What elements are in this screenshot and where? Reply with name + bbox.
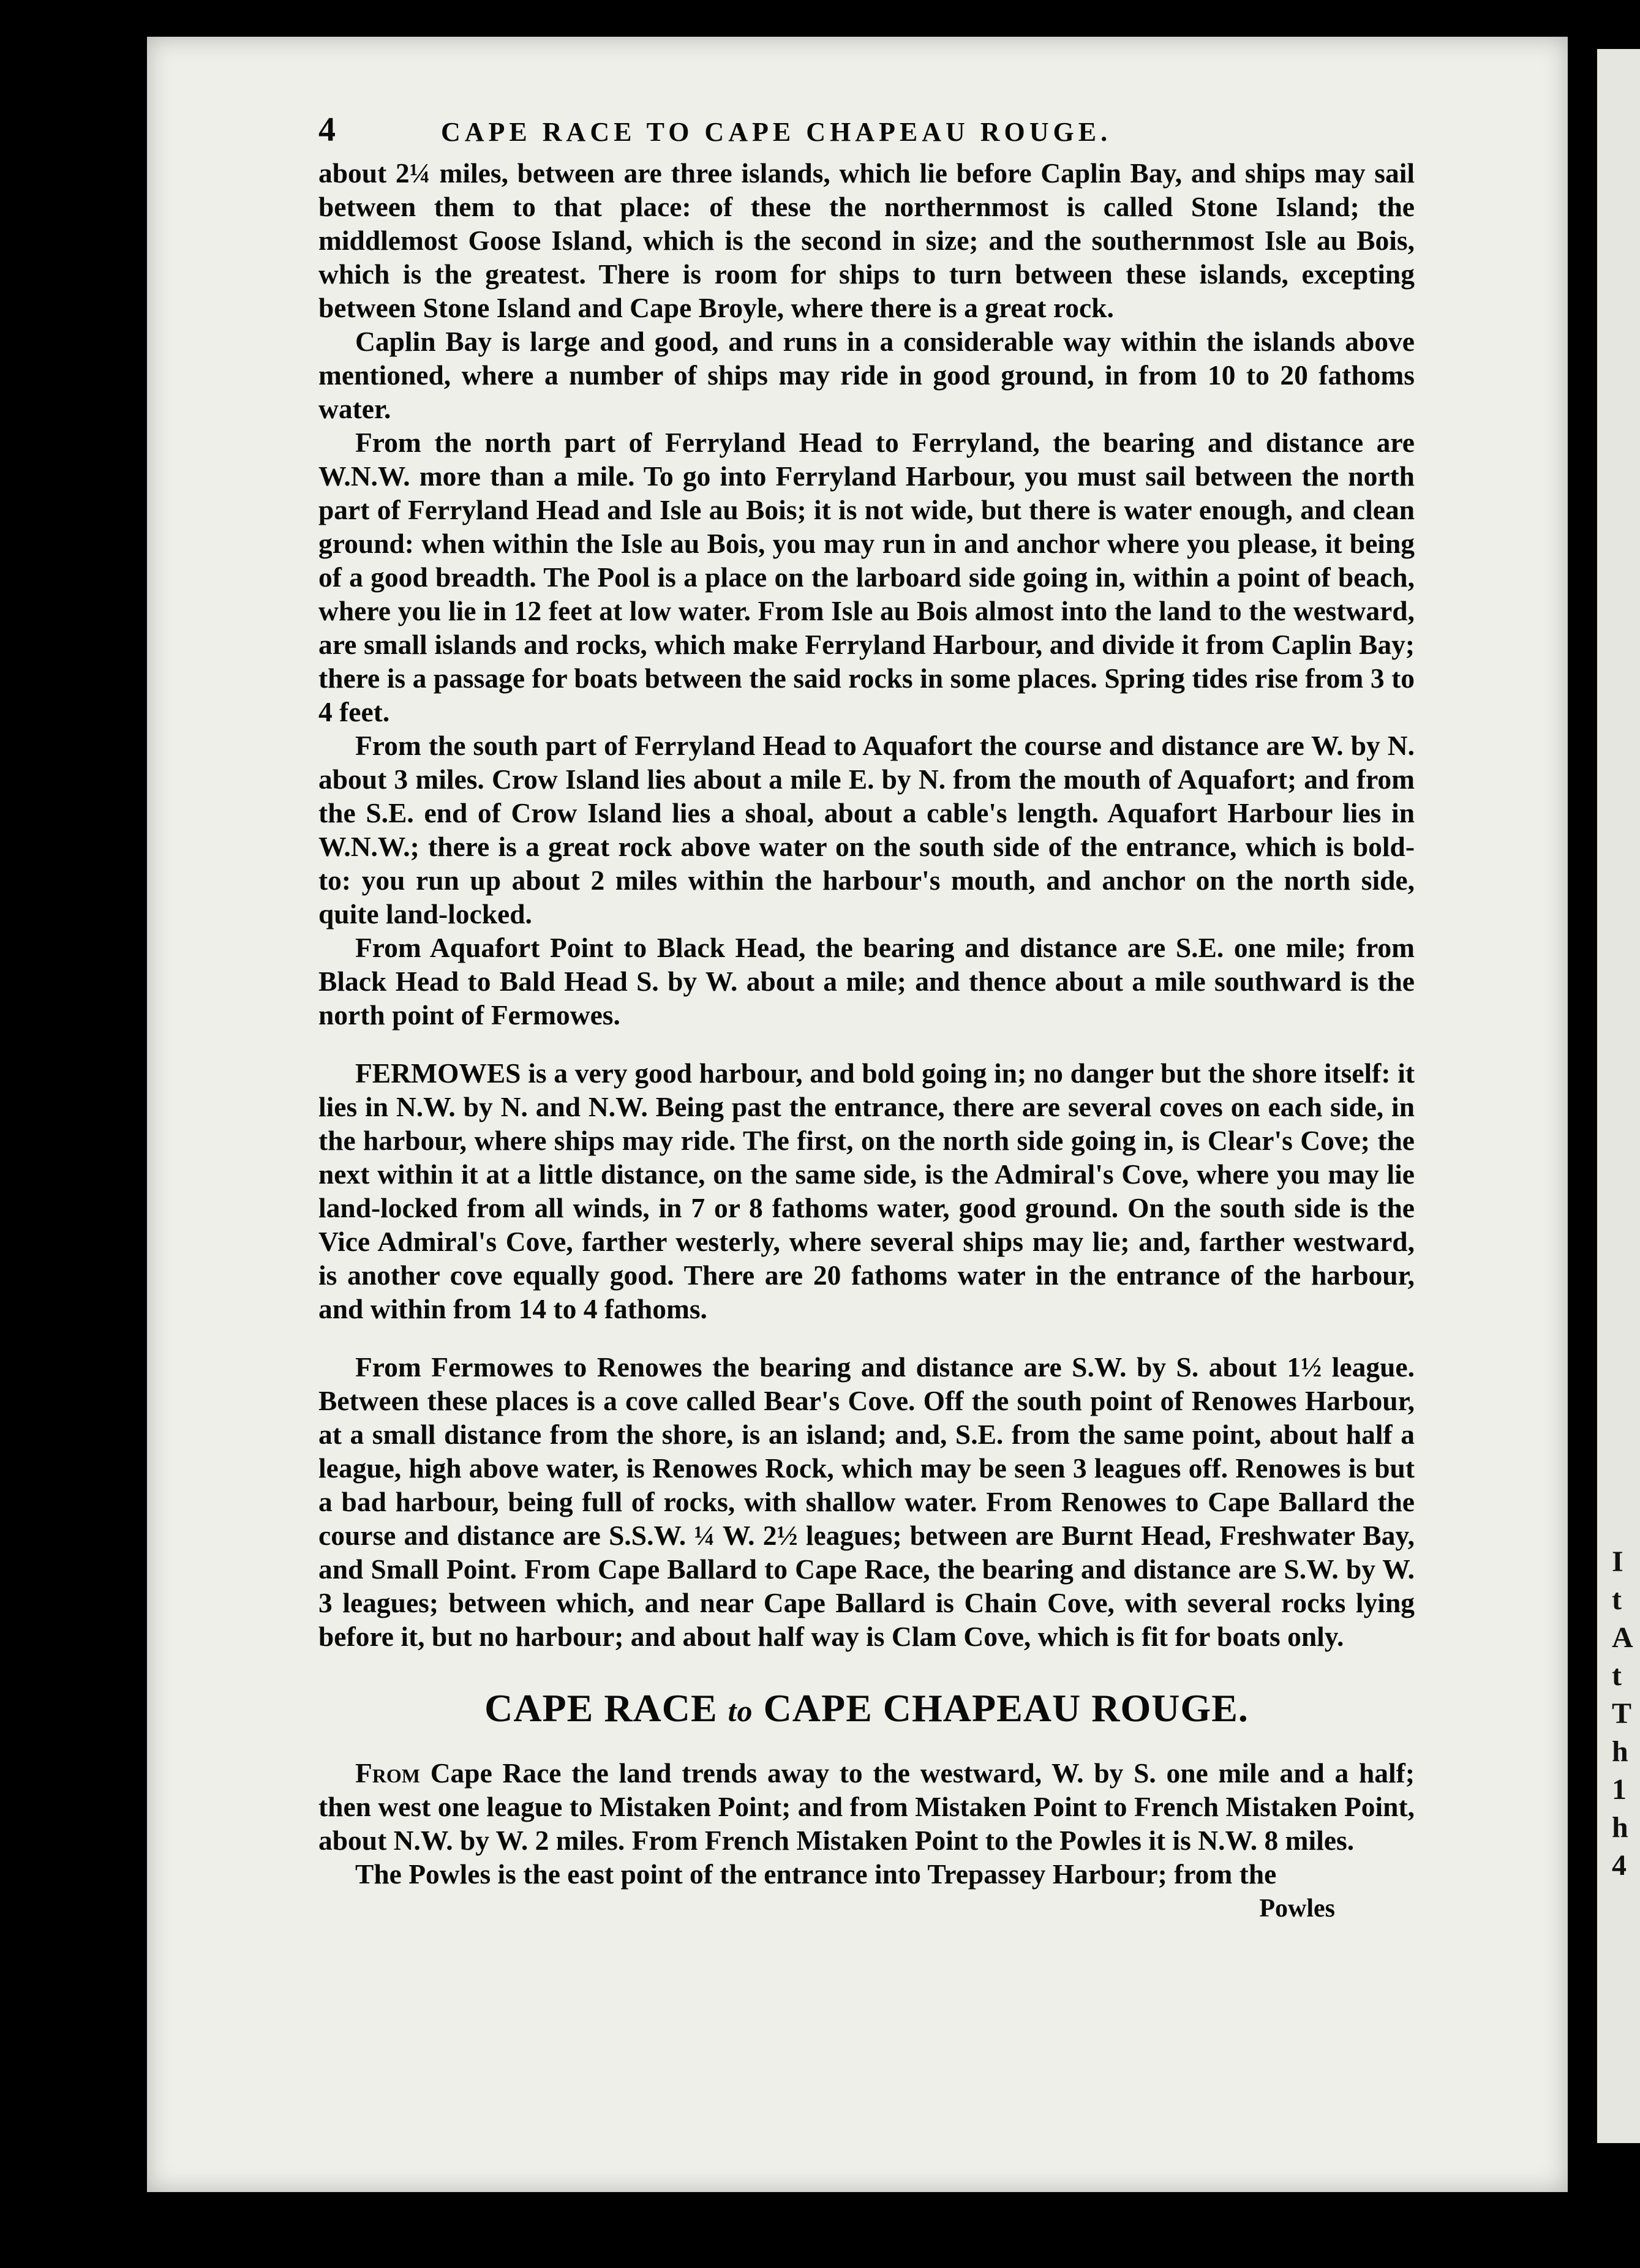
page-content bbox=[318, 113, 1415, 1926]
paragraph bbox=[318, 1756, 1415, 1857]
paragraph: From Aquafort Point to Black Head, the bearing and distance are S.E. one mile; from Black Head to Bald Head S. by W. about a mile; and thence about a mile southward is the north point of Fermowes. bbox=[318, 932, 1415, 1031]
paragraph: The Powles is the east point of the entrance into Trepassey Harbour; from the bbox=[355, 1858, 1277, 1890]
paragraph: FERMOWES is a very good harbour, and bold going in; no danger but the shore itself: it lies in N.W. by N. and N.W. Being past the entrance, there are several coves on each side, in the harbour, where ships may ride. The first, on the north side going in, is Clear's Cove; the next within it at a little distance, on the same side, is the Admiral's Cove, where you may lie land-locked from all winds, in 7 or 8 fathoms water, good ground. On the south side is the Vice Admiral's Cove, farther westerly, where several ships may lie; and, farther westward, is another cove equally good. There are 20 fathoms water in the entrance of the harbour, and within from 14 to 4 fathoms. bbox=[318, 1057, 1415, 1324]
paragraph: Caplin Bay is large and good, and runs in a considerable way within the islands above mentioned, where a number of ships may ride in good ground, in from 10 to 20 fathoms water. bbox=[318, 326, 1415, 424]
adjacent-char: 4 bbox=[1612, 1849, 1627, 1882]
adjacent-char: I bbox=[1612, 1545, 1623, 1578]
adjacent-char: t bbox=[1612, 1583, 1622, 1616]
adjacent-char: A bbox=[1612, 1621, 1633, 1654]
section-title-part1: CAPE RACE bbox=[484, 1686, 718, 1730]
adjacent-page-text bbox=[1612, 1543, 1640, 1885]
paragraph-text: Cape Race the land trends away to the westward, W. by S. one mile and a half; then west one league to Mistaken Point; and from Mistaken Point to French Mistaken Point, about N.W. by W. 2 miles. From French Mistaken Point to the Powles it is N.W. 8 miles. bbox=[318, 1757, 1415, 1856]
section-title-connector: to bbox=[728, 1694, 753, 1728]
adjacent-char: 1 bbox=[1612, 1773, 1627, 1806]
page-header bbox=[318, 113, 1415, 149]
running-head: CAPE RACE TO CAPE CHAPEAU ROUGE. bbox=[441, 117, 1112, 147]
paragraph: From Fermowes to Renowes the bearing and distance are S.W. by S. about 1½ league. Between these places is a cove called Bear's Cove. Off the south point of Renowes Harbour, at a small distance from the shore, is an island; and, S.E. from the same point, about half a league, high above water, is Renowes Rock, which may be seen 3 leagues off. Renowes is but a bad harbour, being full of rocks, with shallow water. From Renowes to Cape Ballard the course and distance are S.S.W. ¼ W. 2½ leagues; between are Burnt Head, Freshwater Bay, and Small Point. From Cape Ballard to Cape Race, the bearing and distance are S.W. by W. 3 leagues; between which, and near Cape Ballard is Chain Cove, with several rocks lying before it, but no harbour; and about half way is Clam Cove, which is fit for boats only. bbox=[318, 1351, 1415, 1652]
section-title-part2: CAPE CHAPEAU ROUGE. bbox=[763, 1686, 1249, 1730]
section-title bbox=[318, 1684, 1415, 1735]
paragraph: about 2¼ miles, between are three islands, which lie before Caplin Bay, and ships may sail between them to that place: of these the northernmost is called Stone Island; the middlemost Goose Island, which is the second in size; and the southernmost Isle au Bois, which is the greatest. There is room for ships to turn between these islands, excepting between Stone Island and Cape Broyle, where there is a great rock. bbox=[318, 157, 1415, 323]
page-number: 4 bbox=[318, 111, 340, 149]
adjacent-char: h bbox=[1612, 1811, 1628, 1844]
lead-word: From bbox=[355, 1757, 420, 1789]
paragraph: From the south part of Ferryland Head to Aquafort the course and distance are W. by N. about 3 miles. Crow Island lies about a mile E. by N. from the mouth of Aquafort; and from the S.E. end of Crow Island lies a shoal, about a cable's length. Aquafort Harbour lies in W.N.W.; there is a great rock above water on the south side of the entrance, which is bold-to: you run up about 2 miles within the harbour's mouth, and anchor on the north side, quite land-locked. bbox=[318, 730, 1415, 929]
adjacent-char: h bbox=[1612, 1735, 1628, 1768]
paragraph: From the north part of Ferryland Head to Ferryland, the bearing and distance are W.N.W. more than a mile. To go into Ferryland Harbour, you must sail between the north part of Ferryland Head and Isle au Bois; it is not wide, but there is water enough, and clean ground: when within the Isle au Bois, you may run in and anchor where you please, it being of a good breadth. The Pool is a place on the larboard side going in, within a point of beach, where you lie in 12 feet at low water. From Isle au Bois almost into the land to the westward, are small islands and rocks, which make Ferryland Harbour, and divide it from Caplin Bay; there is a passage for boats between the said rocks in some places. Spring tides rise from 3 to 4 feet. bbox=[318, 427, 1415, 727]
adjacent-char: T bbox=[1612, 1697, 1632, 1730]
catchword: Powles bbox=[1259, 1894, 1335, 1923]
adjacent-char: t bbox=[1612, 1659, 1622, 1692]
